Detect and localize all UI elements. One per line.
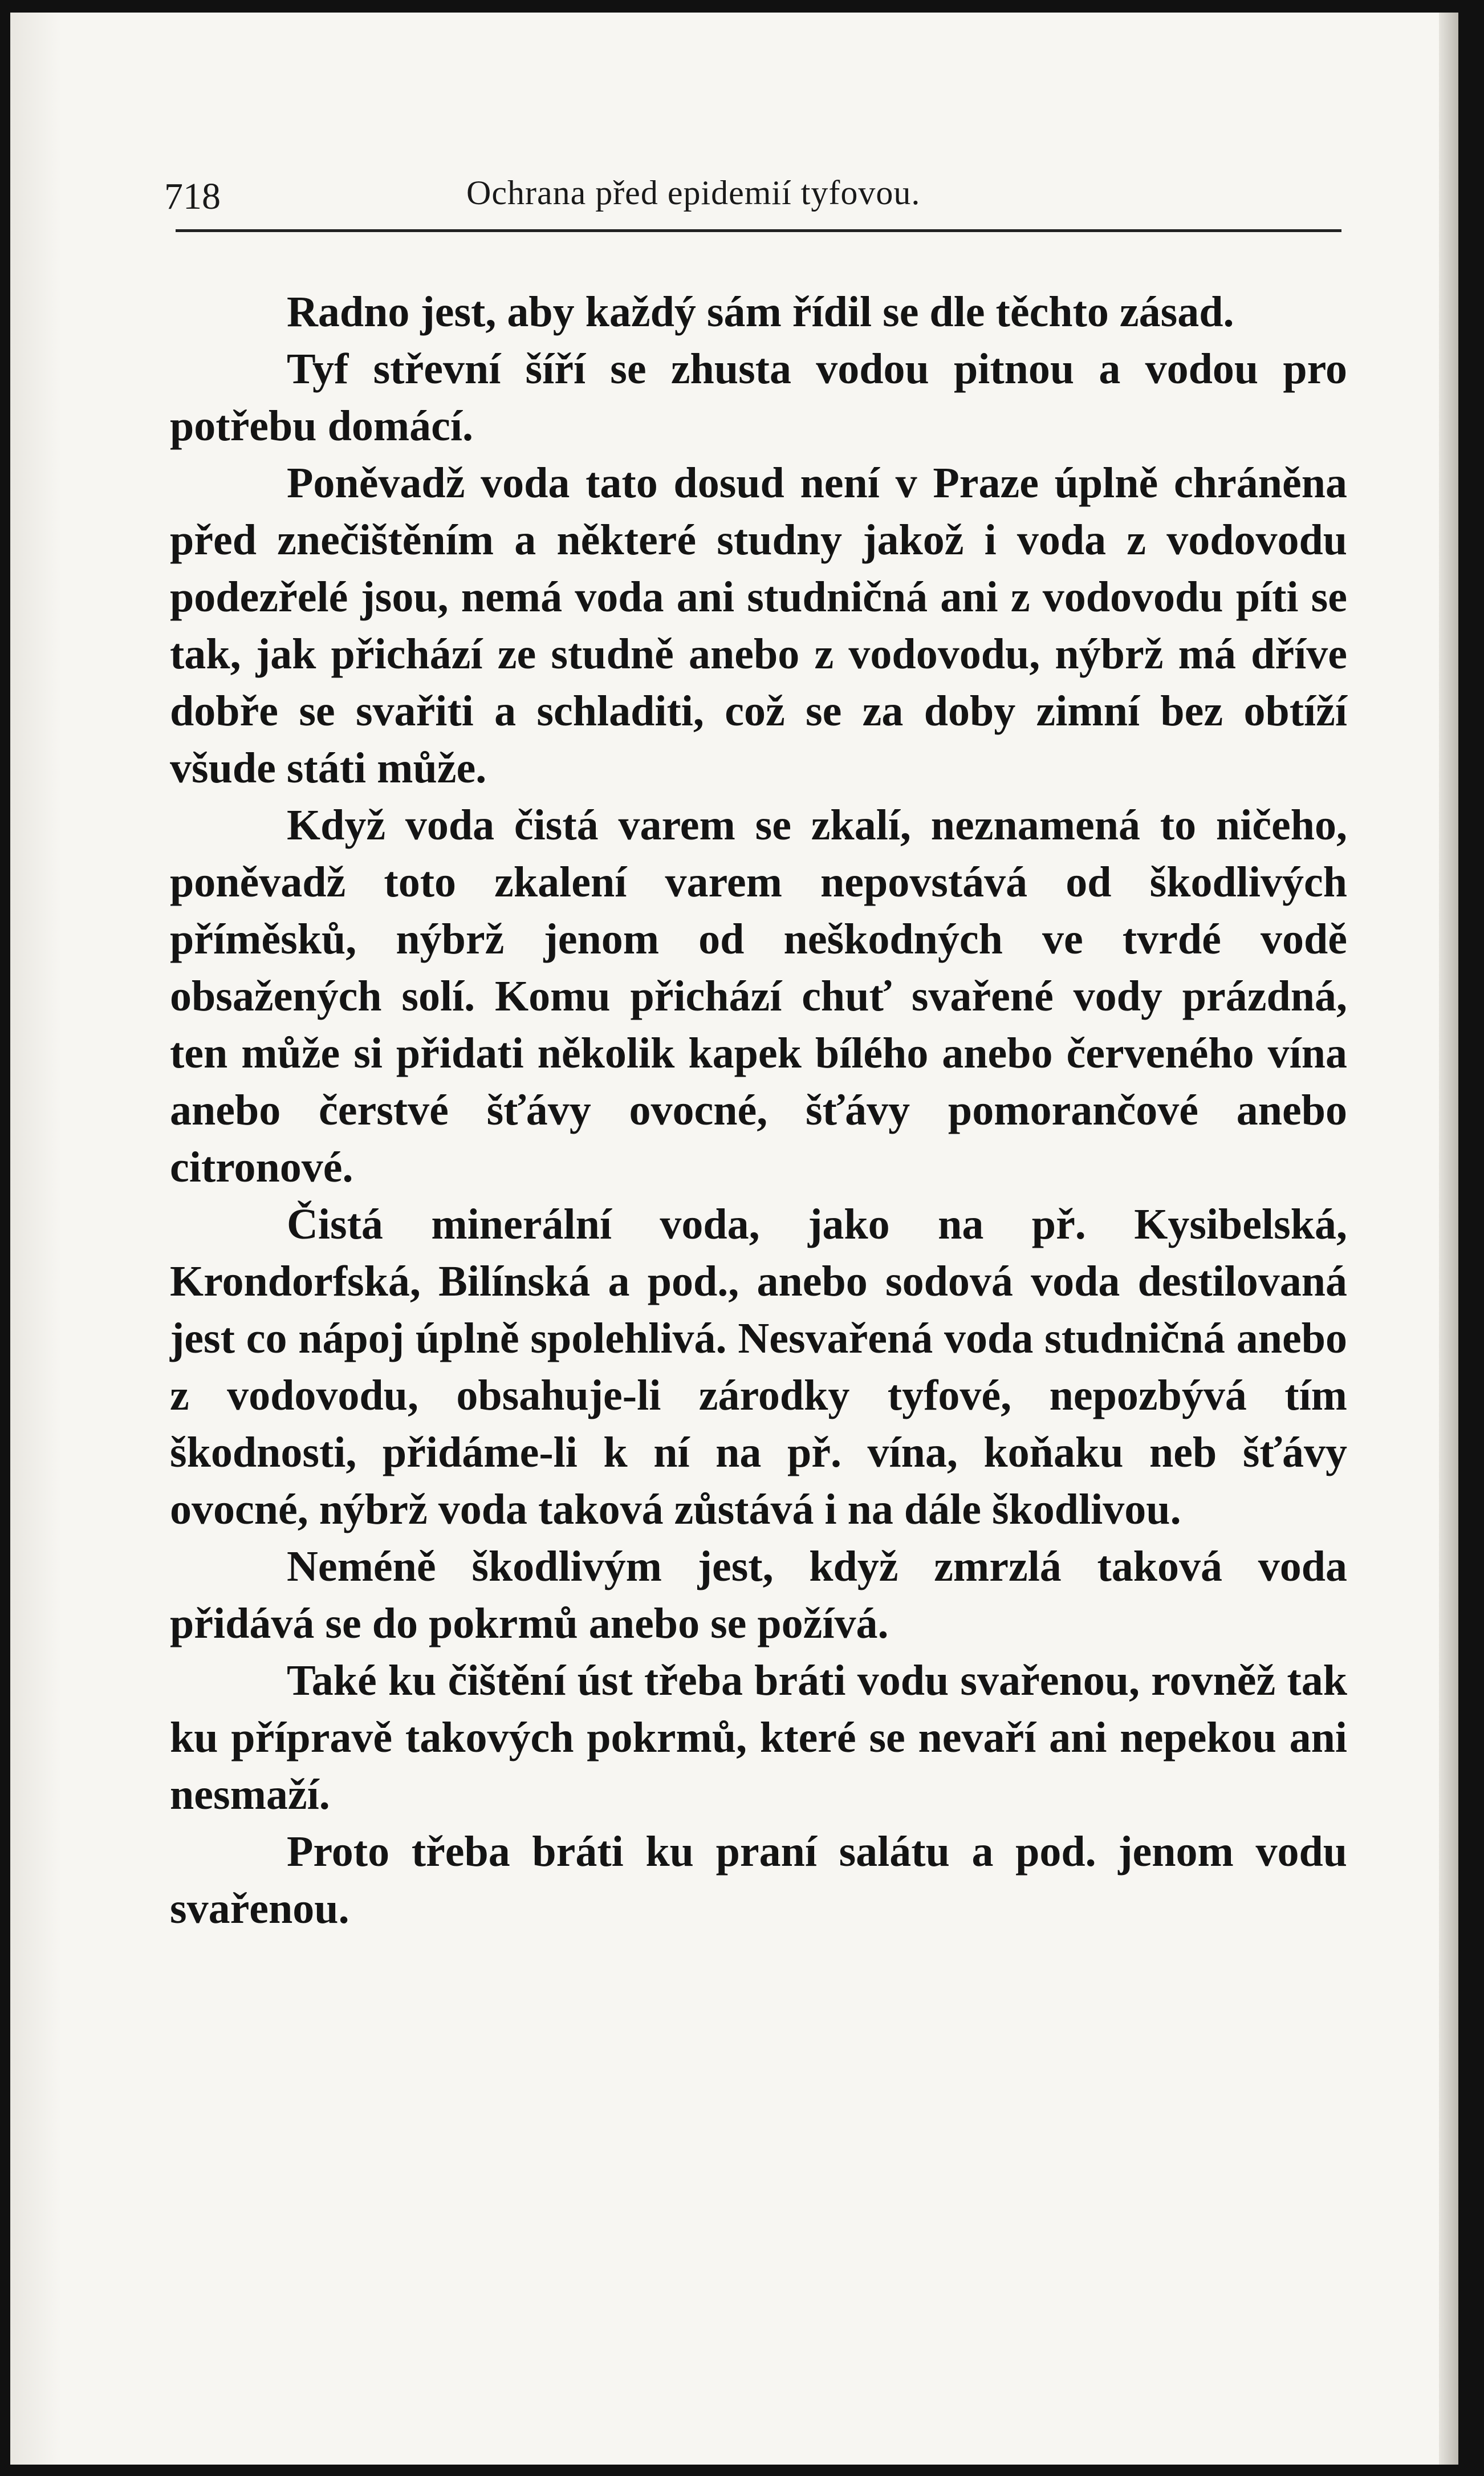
paragraph: Radno jest, aby každý sám řídil se dle těchto zásad. [287,288,1234,336]
page-header [164,162,1344,230]
running-head: Ochrana před epidemií tyfovou. [466,174,921,212]
paragraph: Když voda čistá varem se zkalí, neznamená to ničeho, poněvadž toto zkalení varem nepovstává od škodlivých příměsků, nýbrž jenom od neškodných ve tvrdé vodě obsažených solí. Komu přichází chuť svařené vody prázdná, ten může si přidati několik kapek bílého anebo červeného vína anebo čerstvé šťávy ovocné, šťávy pomorančové anebo citronové. [170,801,1347,1191]
book-page [10,13,1458,2465]
page-number: 718 [164,176,221,217]
paragraph: Poněvadž voda tato dosud není v Praze úplně chráněna před znečištěním a některé studny jakož i voda z vodovodu podezřelé jsou, nemá voda ani studničná ani z vodovodu píti se tak, jak přichází ze studně anebo z vodovodu, nýbrž má dříve dobře se svařiti a schladiti, což se za doby zimní bez obtíží všude státi může. [170,459,1347,792]
paragraph: Proto třeba bráti ku praní salátu a pod. jenom vodu svařenou. [170,1828,1347,1933]
paragraph: Také ku čištění úst třeba bráti vodu svařenou, rovněž tak ku přípravě takových pokrmů, které se nevaří ani nepekou ani nesmaží. [170,1657,1347,1819]
paragraph: Tyf střevní šíří se zhusta vodou pitnou a vodou pro potřebu domácí. [170,345,1347,450]
paragraph: Čistá minerální voda, jako na př. Kysibelská, Krondorfská, Bilínská a pod., anebo sodová voda destilovaná jest co nápoj úplně spolehlivá. Nesvařená voda studničná anebo z vodovodu, obsahuje-li zárodky tyfové, nepozbývá tím škodnosti, přidáme-li k ní na př. vína, koňaku neb šťávy ovocné, nýbrž voda taková zůstává i na dále škodlivou. [170,1200,1347,1533]
page-edge-shadow [1439,13,1458,2465]
page-gutter-shadow [10,13,62,2465]
body-text [170,283,1347,1937]
paragraph: Neméně škodlivým jest, když zmrzlá taková voda přidává se do pokrmů anebo se požívá. [170,1543,1347,1647]
header-rule [176,229,1341,232]
